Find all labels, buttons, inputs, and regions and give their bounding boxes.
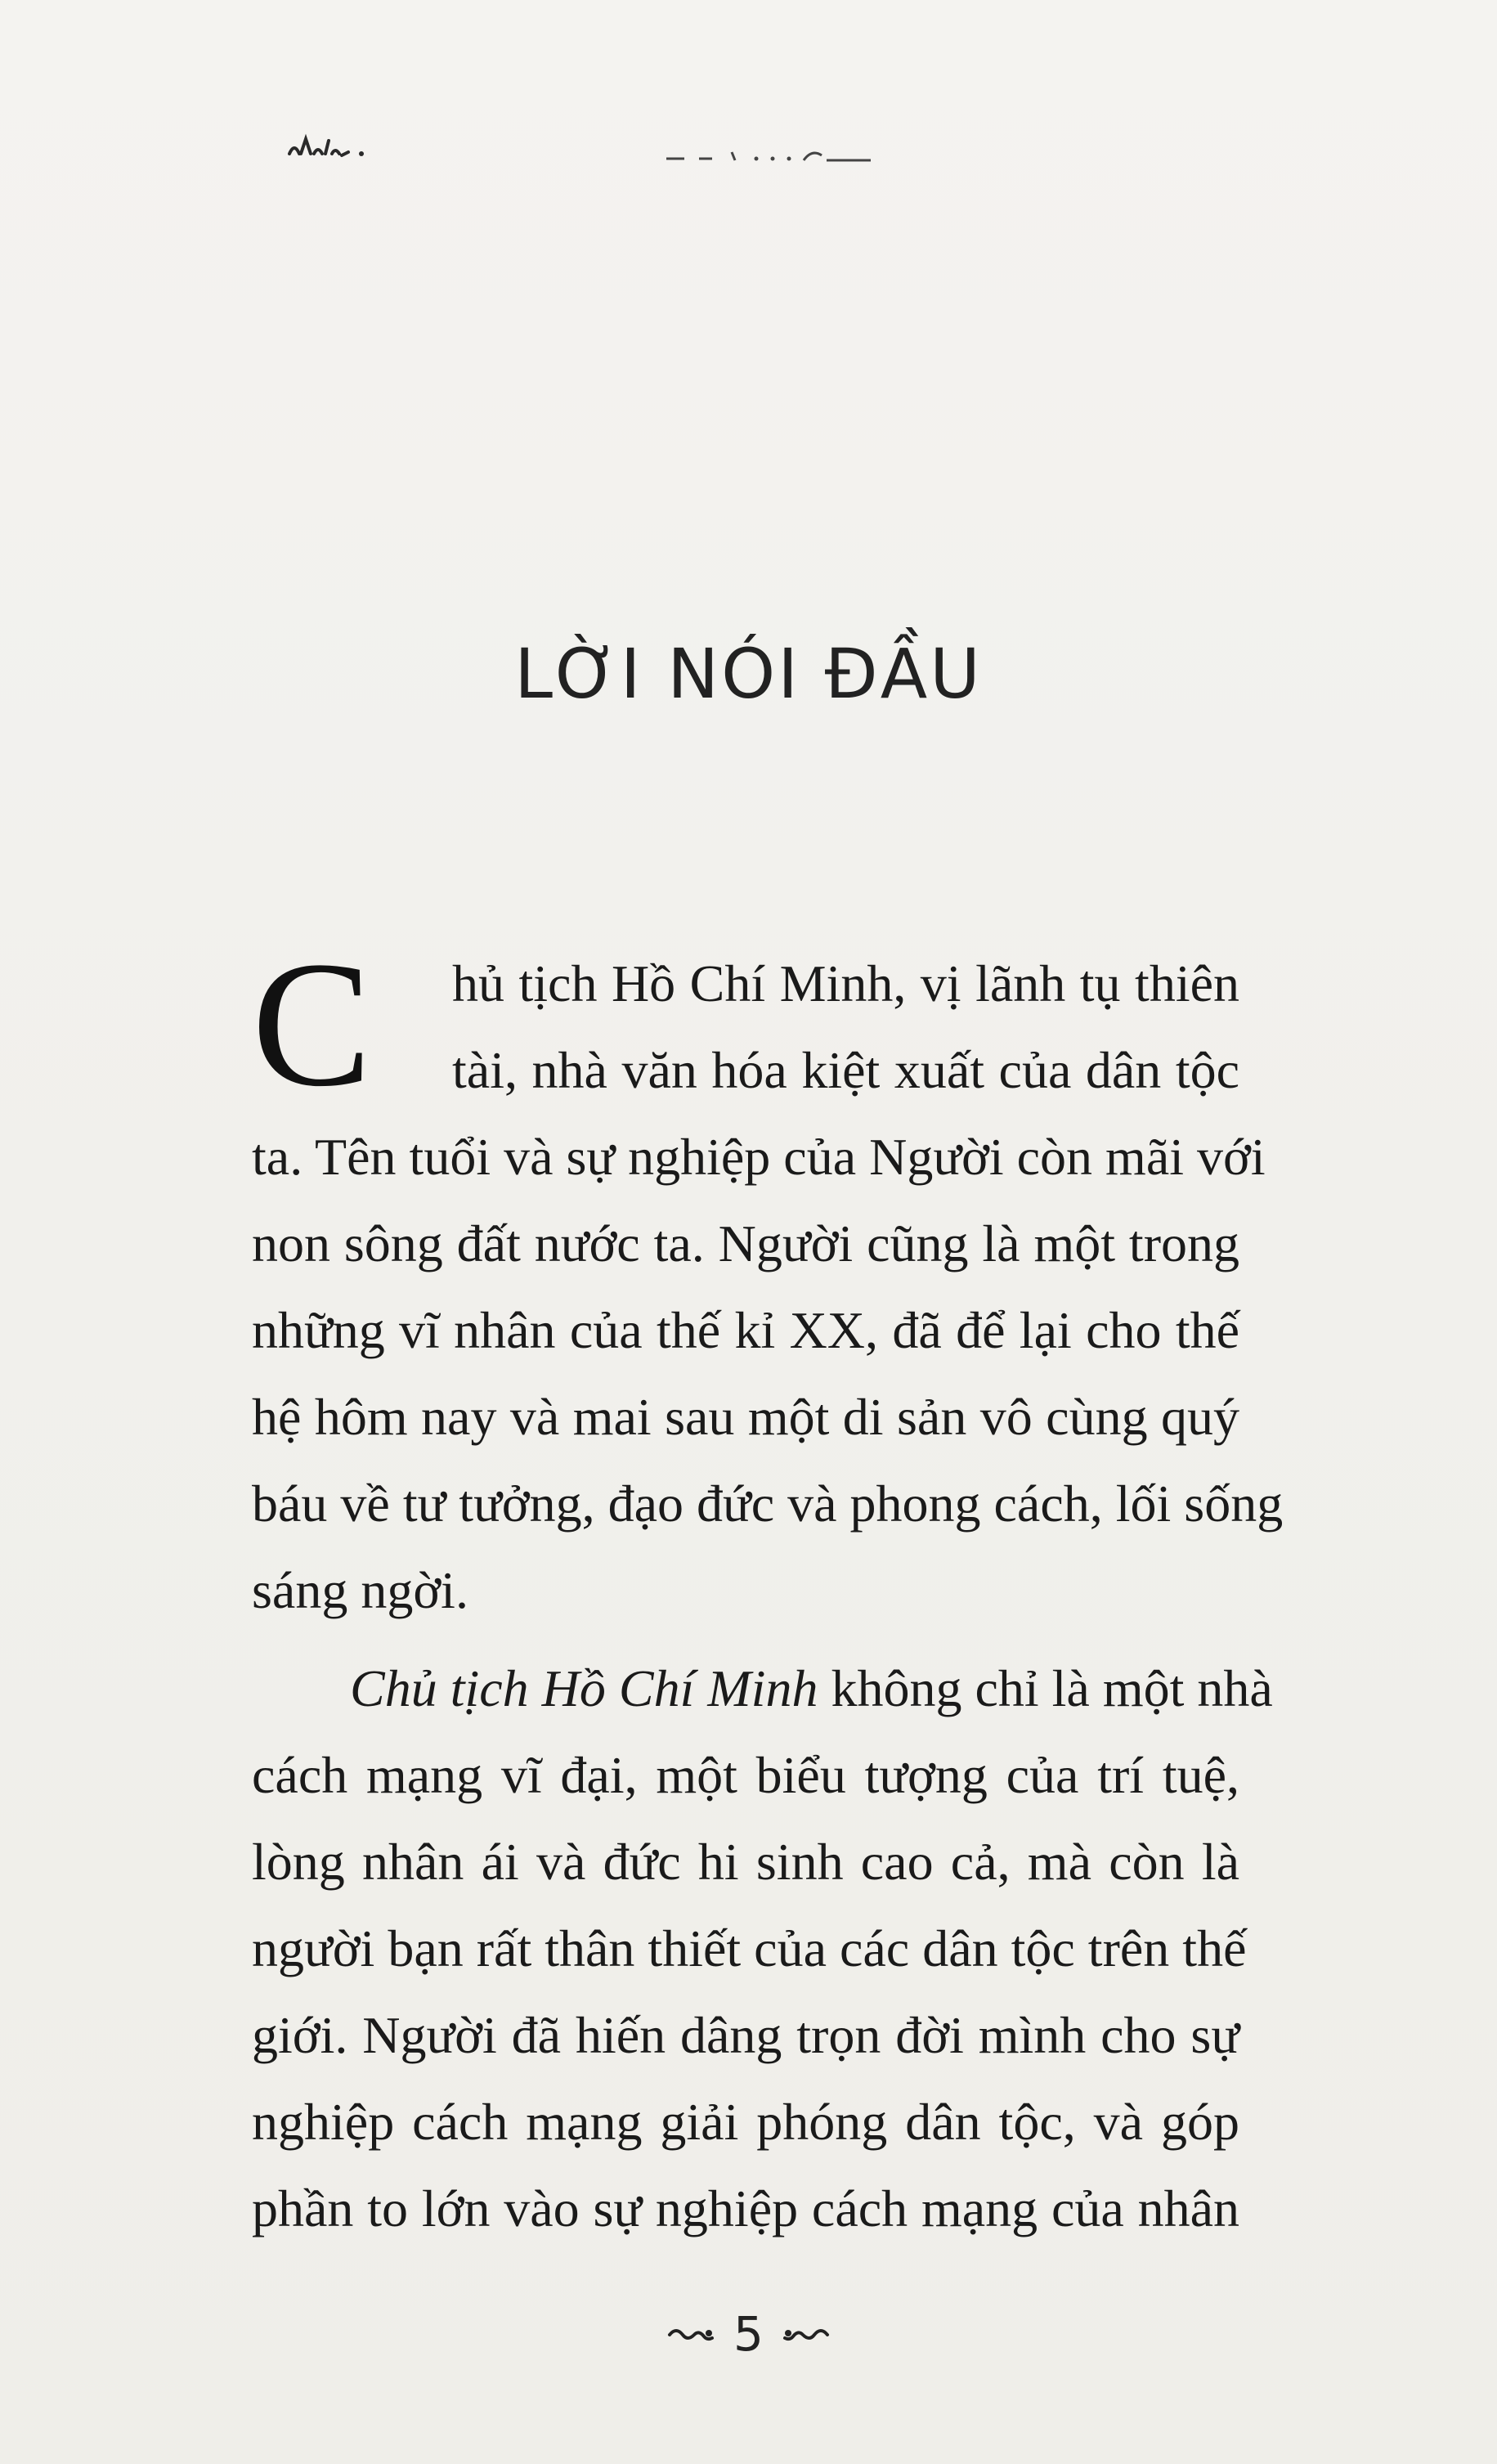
page-title: LỜI NÓI ĐẦU — [514, 634, 983, 714]
body-text — [252, 924, 1284, 2252]
text-line: ta. Tên tuổi và sự nghiệp của Người còn mãi với — [252, 1128, 1266, 1186]
text-line: hủ tịch Hồ Chí Minh, vị lãnh tụ thiên — [452, 954, 1239, 1012]
paragraph-gap — [252, 1634, 1239, 1645]
text-line: phần to lớn vào sự nghiệp cách mạng của nhân — [252, 2179, 1239, 2237]
text-line: non sông đất nước ta. Người cũng là một trong — [252, 1214, 1239, 1272]
page-number-block — [0, 2306, 1497, 2362]
italic-lead: Chủ tịch Hồ Chí Minh — [350, 1659, 818, 1717]
text-line: nghiệp cách mạng giải phóng dân tộc, và góp — [252, 2093, 1239, 2151]
text-line: người bạn rất thân thiết của các dân tộc trên thế — [252, 1919, 1247, 1977]
text-run: không chỉ là một nhà — [818, 1659, 1273, 1717]
text-line: sáng ngời. — [252, 1561, 468, 1619]
text-line: cách mạng vĩ đại, một biểu tượng của trí tuệ, — [252, 1746, 1239, 1804]
text-line: tài, nhà văn hóa kiệt xuất của dân tộc — [452, 1041, 1239, 1099]
drop-cap: C — [252, 924, 372, 1124]
text-line: báu về tư tưởng, đạo đức và phong cách, lối sống — [252, 1474, 1284, 1533]
text-line: những vĩ nhân của thế kỉ XX, đã để lại cho thế — [252, 1301, 1239, 1359]
text-line: hệ hôm nay và mai sau một di sản vô cùng quý — [252, 1388, 1239, 1446]
text-line: giới. Người đã hiến dâng trọn đời mình cho sự — [252, 2006, 1239, 2064]
right-flourish-icon — [782, 2320, 831, 2348]
running-head-faded-text — [666, 149, 895, 165]
text-line — [252, 1645, 1273, 1732]
text-line: lòng nhân ái và đức hi sinh cao cả, mà còn là — [252, 1833, 1239, 1891]
page-number: 5 — [733, 2306, 764, 2362]
running-head-ornament-icon — [286, 131, 376, 164]
left-flourish-icon — [666, 2320, 715, 2348]
